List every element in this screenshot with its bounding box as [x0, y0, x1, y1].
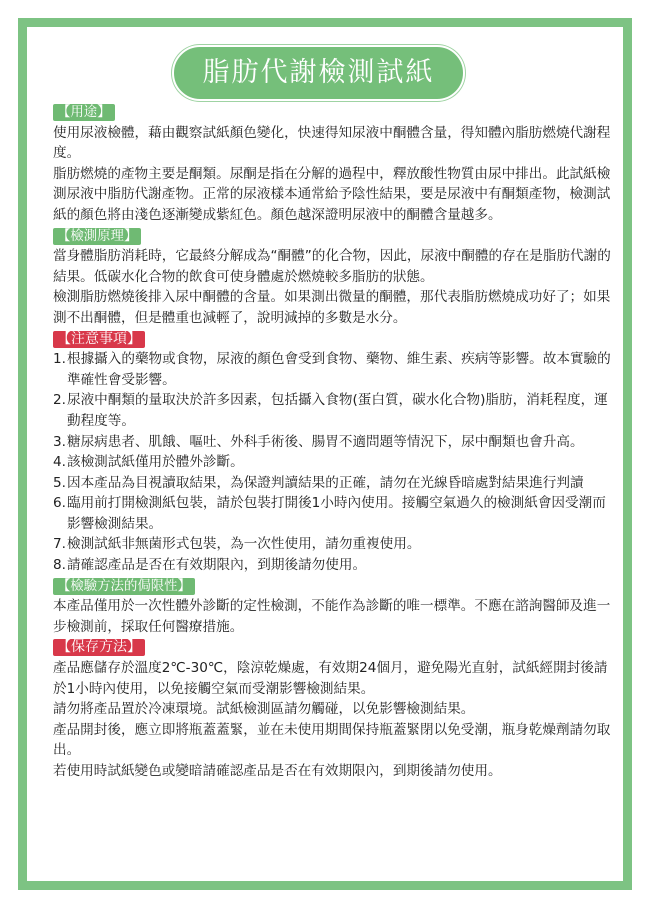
paragraph: 請勿將產品置於冷凍環境。試紙檢測區請勿觸碰，以免影響檢測結果。: [53, 701, 475, 718]
paragraph: 產品開封後，應立即將瓶蓋蓋緊，並在未使用期間保持瓶蓋緊閉以免受潮，瓶身乾燥劑請勿取出。: [53, 721, 611, 759]
list-item: 3. 糖尿病患者、肌餓、嘔吐、外科手術後、腸胃不適問題等情況下，尿中酮類也會升高。: [53, 433, 584, 450]
list-item: 5. 因本產品為目視讀取結果，為保證判讀結果的正確，請勿在光線昏暗處對結果進行判讀: [53, 474, 584, 491]
paragraph: 檢測脂肪燃燒後排入尿中酮體的含量。如果測出微量的酮體，那代表脂肪燃燒成功好了；如果測不出酮體，但是體重也減輕了，說明減掉的多數是水分。: [53, 289, 611, 326]
precautions-list: [53, 349, 613, 576]
section-storage: [53, 637, 613, 781]
section-principle: [53, 226, 613, 329]
list-item: 2. 尿液中酮類的量取決於許多因素，包括攝入食物(蛋白質，碳水化合物)脂肪，消耗程度，運動程度等。: [53, 392, 608, 429]
list-item: 8. 請確認產品是否在有效期限內，到期後請勿使用。: [53, 557, 367, 574]
content: [53, 102, 613, 782]
paragraph: 本產品僅用於一次性體外診斷的定性檢測，不能作為診斷的唯一標準。不應在諮詢醫師及進一步檢測前，採取任何醫療措施。: [53, 598, 611, 635]
section-label-usage: 【用途】: [53, 104, 115, 121]
list-item: 4. 該檢測試紙僅用於體外診斷。: [53, 454, 244, 471]
section-limitations: [53, 576, 613, 638]
section-label-precautions: 【注意事項】: [53, 331, 145, 348]
paragraph: 使用尿液檢體，藉由觀察試紙顏色變化，快速得知尿液中酮體含量，得知體內脂肪燃燒代謝程度。: [53, 124, 611, 162]
list-item: 6. 臨用前打開檢測紙包裝，請於包裝打開後1小時內使用。接觸空氣過久的檢測紙會因受潮而影響檢測結果。: [53, 495, 606, 532]
list-item: 7. 檢測試紙非無菌形式包裝，為一次性使用，請勿重複使用。: [53, 536, 421, 553]
page-title: 脂肪代謝檢測試紙: [172, 45, 465, 101]
paragraph: 產品應儲存於溫度2℃-30℃，陰涼乾燥處，有效期24個月，避免陽光直射，試紙經開封後請於1小時內使用，以免接觸空氣而受潮影響檢測結果。: [53, 660, 608, 697]
paragraph: 脂肪燃燒的產物主要是酮類。尿酮是指在分解的過程中，釋放酸性物質由尿中排出。此試紙檢測尿液中脂肪代謝產物。正常的尿液樣本通常給予陰性結果，要是尿液中有酮類產物，檢測試紙的顏色將由淺色逐漸變成紫紅色。顏色越深證明尿液中的酮體含量越多。: [53, 165, 611, 223]
paragraph: 若使用時試紙變色或變暗請確認產品是否在有效期限內，到期後請勿使用。: [53, 763, 502, 779]
page-frame: [18, 18, 632, 890]
section-label-principle: 【檢測原理】: [53, 228, 141, 245]
section-label-storage: 【保存方法】: [53, 639, 145, 656]
list-item: 1. 根據攝入的藥物或食物，尿液的顏色會受到食物、藥物、維生素、疾病等影響。故本實驗的準確性會受影響。: [53, 351, 611, 388]
paragraph: 當身體脂肪消耗時，它最終分解成為“酮體”的化合物，因此，尿液中酮體的存在是脂肪代謝的結果。低碳水化合物的飲食可使身體處於燃燒較多脂肪的狀態。: [53, 248, 611, 285]
section-precautions: [53, 329, 613, 576]
section-usage: [53, 102, 613, 226]
section-label-limitations: 【檢驗方法的侷限性】: [53, 578, 195, 595]
